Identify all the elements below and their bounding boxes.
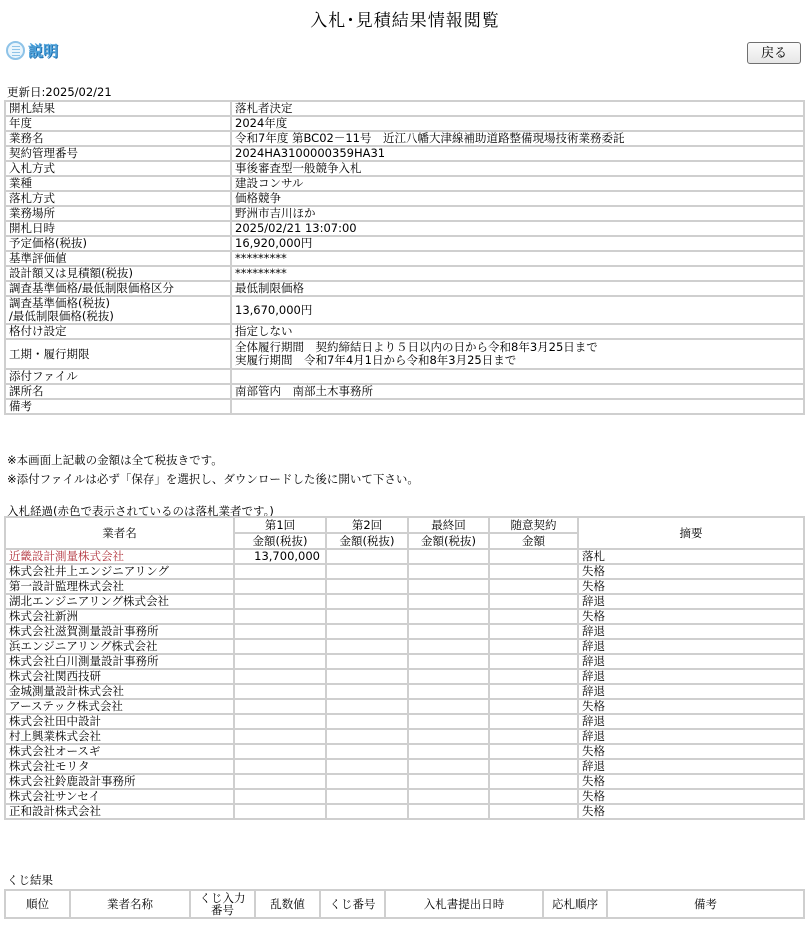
bid-remarks: 失格: [578, 789, 804, 804]
info-label: 予定価格(税抜): [5, 236, 231, 251]
info-value: 令和7年度 第BC02－11号 近江八幡大津線補助道路整備現場技術業務委託: [231, 131, 804, 146]
round2-amount: [326, 804, 408, 819]
bid-row: [5, 564, 804, 579]
info-row: [5, 384, 804, 399]
info-value: 13,670,000円: [231, 296, 804, 324]
bid-remarks: 失格: [578, 699, 804, 714]
info-label: 年度: [5, 116, 231, 131]
round2-amount: [326, 744, 408, 759]
round2-amount: [326, 564, 408, 579]
final-amount: [408, 609, 489, 624]
company-name: 株式会社関西技研: [5, 669, 234, 684]
info-value: 南部管内 南部土木事務所: [231, 384, 804, 399]
final-amount: [408, 759, 489, 774]
round1-amount: [234, 684, 326, 699]
info-label: 業務名: [5, 131, 231, 146]
help-label: 説明: [28, 42, 59, 60]
negotiated-amount: [489, 804, 578, 819]
header-final: 最終回: [408, 517, 489, 533]
bid-remarks: 失格: [578, 564, 804, 579]
negotiated-amount: [489, 744, 578, 759]
bid-row: [5, 684, 804, 699]
round2-amount: [326, 774, 408, 789]
negotiated-amount: [489, 564, 578, 579]
company-name: 株式会社井上エンジニアリング: [5, 564, 234, 579]
final-amount: [408, 684, 489, 699]
lottery-header: 乱数値: [255, 890, 320, 918]
lottery-header: 順位: [5, 890, 70, 918]
info-label: 開札日時: [5, 221, 231, 236]
info-label: 業種: [5, 176, 231, 191]
negotiated-amount: [489, 789, 578, 804]
bid-row: [5, 549, 804, 564]
header-company: 業者名: [5, 517, 234, 549]
info-row: [5, 206, 804, 221]
round2-amount: [326, 789, 408, 804]
info-label: 格付け設定: [5, 324, 231, 339]
info-label: 開札結果: [5, 101, 231, 116]
final-amount: [408, 729, 489, 744]
company-name: 株式会社新洲: [5, 609, 234, 624]
info-value: [231, 399, 804, 414]
header-negotiated-amount: 金額: [489, 533, 578, 549]
bid-row: [5, 759, 804, 774]
info-label: 調査基準価格(税抜) /最低制限価格(税抜): [5, 296, 231, 324]
round1-amount: [234, 759, 326, 774]
final-amount: [408, 714, 489, 729]
note-attachment: ※添付ファイルは必ず「保存」を選択し、ダウンロードした後に開いて下さい。: [7, 472, 419, 486]
company-name: 浜エンジニアリング株式会社: [5, 639, 234, 654]
bid-history-table: [4, 516, 805, 820]
round1-amount: 13,700,000: [234, 549, 326, 564]
info-value: 2024HA3100000359HA31: [231, 146, 804, 161]
info-value: *********: [231, 266, 804, 281]
header-round1: 第1回: [234, 517, 326, 533]
lottery-header: 応札順序: [543, 890, 607, 918]
bid-remarks: 辞退: [578, 639, 804, 654]
round2-amount: [326, 759, 408, 774]
header-remarks: 摘要: [578, 517, 804, 549]
info-row: [5, 296, 804, 324]
round1-amount: [234, 729, 326, 744]
info-row: [5, 324, 804, 339]
company-name: 株式会社鈴鹿設計事務所: [5, 774, 234, 789]
negotiated-amount: [489, 714, 578, 729]
final-amount: [408, 654, 489, 669]
info-label: 基準評価値: [5, 251, 231, 266]
round2-amount: [326, 714, 408, 729]
company-name: 株式会社田中設計: [5, 714, 234, 729]
round2-amount: [326, 594, 408, 609]
negotiated-amount: [489, 729, 578, 744]
round2-amount: [326, 729, 408, 744]
info-value: 建設コンサル: [231, 176, 804, 191]
info-row: [5, 146, 804, 161]
info-label: 設計額又は見積額(税抜): [5, 266, 231, 281]
info-label: 調査基準価格/最低制限価格区分: [5, 281, 231, 296]
header-round2: 第2回: [326, 517, 408, 533]
info-value: 価格競争: [231, 191, 804, 206]
bid-row: [5, 804, 804, 819]
info-label: 添付ファイル: [5, 369, 231, 384]
bid-remarks: 失格: [578, 804, 804, 819]
company-name: 株式会社オースギ: [5, 744, 234, 759]
lottery-header: 備考: [607, 890, 804, 918]
bid-row: [5, 714, 804, 729]
bid-remarks: 辞退: [578, 669, 804, 684]
lottery-header: 業者名称: [70, 890, 190, 918]
round2-amount: [326, 639, 408, 654]
round1-amount: [234, 714, 326, 729]
round1-amount: [234, 609, 326, 624]
round1-amount: [234, 744, 326, 759]
round2-amount: [326, 684, 408, 699]
bid-row: [5, 579, 804, 594]
negotiated-amount: [489, 594, 578, 609]
round1-amount: [234, 564, 326, 579]
round1-amount: [234, 669, 326, 684]
negotiated-amount: [489, 759, 578, 774]
info-value: 指定しない: [231, 324, 804, 339]
info-value: [231, 369, 804, 384]
header-round1-amount: 金額(税抜): [234, 533, 326, 549]
final-amount: [408, 789, 489, 804]
bid-row: [5, 729, 804, 744]
bid-remarks: 辞退: [578, 594, 804, 609]
negotiated-amount: [489, 624, 578, 639]
info-label: 課所名: [5, 384, 231, 399]
bid-remarks: 辞退: [578, 759, 804, 774]
negotiated-amount: [489, 654, 578, 669]
bid-row: [5, 639, 804, 654]
company-name: 正和設計株式会社: [5, 804, 234, 819]
bid-row: [5, 669, 804, 684]
final-amount: [408, 699, 489, 714]
bid-row: [5, 699, 804, 714]
help-link[interactable]: [6, 40, 58, 61]
info-row: [5, 176, 804, 191]
lottery-table: [4, 889, 805, 919]
info-value: 2025/02/21 13:07:00: [231, 221, 804, 236]
info-row: [5, 101, 804, 116]
round1-amount: [234, 579, 326, 594]
info-value: 落札者決定: [231, 101, 804, 116]
negotiated-amount: [489, 639, 578, 654]
info-label: 工期・履行期限: [5, 339, 231, 369]
info-value: 野洲市吉川ほか: [231, 206, 804, 221]
info-label: 契約管理番号: [5, 146, 231, 161]
info-row: [5, 221, 804, 236]
info-value: 2024年度: [231, 116, 804, 131]
back-button[interactable]: 戻る: [747, 42, 801, 64]
company-name: 湖北エンジニアリング株式会社: [5, 594, 234, 609]
bid-row: [5, 744, 804, 759]
header-round2-amount: 金額(税抜): [326, 533, 408, 549]
final-amount: [408, 744, 489, 759]
info-row: [5, 236, 804, 251]
company-name: 株式会社サンセイ: [5, 789, 234, 804]
info-row: [5, 116, 804, 131]
round2-amount: [326, 579, 408, 594]
info-value: 16,920,000円: [231, 236, 804, 251]
final-amount: [408, 774, 489, 789]
bid-remarks: 辞退: [578, 654, 804, 669]
info-row: [5, 131, 804, 146]
final-amount: [408, 669, 489, 684]
company-name: アーステック株式会社: [5, 699, 234, 714]
final-amount: [408, 564, 489, 579]
negotiated-amount: [489, 699, 578, 714]
info-row: [5, 161, 804, 176]
bid-row: [5, 774, 804, 789]
company-name: 株式会社モリタ: [5, 759, 234, 774]
negotiated-amount: [489, 549, 578, 564]
bid-remarks: 落札: [578, 549, 804, 564]
lottery-caption: くじ結果: [7, 873, 53, 887]
company-name: 株式会社白川測量設計事務所: [5, 654, 234, 669]
negotiated-amount: [489, 774, 578, 789]
company-name: 金城測量設計株式会社: [5, 684, 234, 699]
info-label: 落札方式: [5, 191, 231, 206]
final-amount: [408, 624, 489, 639]
round1-amount: [234, 789, 326, 804]
negotiated-amount: [489, 609, 578, 624]
final-amount: [408, 579, 489, 594]
page-title: 入札･見積結果情報閲覧: [310, 11, 500, 31]
bid-row: [5, 594, 804, 609]
negotiated-amount: [489, 684, 578, 699]
round2-amount: [326, 549, 408, 564]
lottery-header: くじ入力番号: [190, 890, 255, 918]
bid-remarks: 失格: [578, 744, 804, 759]
info-value: 最低制限価格: [231, 281, 804, 296]
round2-amount: [326, 654, 408, 669]
info-label: 入札方式: [5, 161, 231, 176]
round2-amount: [326, 669, 408, 684]
info-value: *********: [231, 251, 804, 266]
header-final-amount: 金額(税抜): [408, 533, 489, 549]
info-row: [5, 399, 804, 414]
round1-amount: [234, 699, 326, 714]
info-row: [5, 281, 804, 296]
bid-remarks: 失格: [578, 609, 804, 624]
final-amount: [408, 639, 489, 654]
company-name: 株式会社滋賀測量設計事務所: [5, 624, 234, 639]
info-label: 業務場所: [5, 206, 231, 221]
info-row: [5, 251, 804, 266]
negotiated-amount: [489, 669, 578, 684]
info-row: [5, 369, 804, 384]
round1-amount: [234, 594, 326, 609]
bids-caption: 入札経過(赤色で表示されているのは落札業者です。): [7, 504, 274, 518]
final-amount: [408, 804, 489, 819]
round1-amount: [234, 639, 326, 654]
bid-row: [5, 624, 804, 639]
final-amount: [408, 594, 489, 609]
round1-amount: [234, 774, 326, 789]
tender-info-table: [4, 100, 805, 415]
bid-row: [5, 609, 804, 624]
bid-remarks: 辞退: [578, 624, 804, 639]
note-tax: ※本画面上記載の金額は全て税抜きです。: [7, 453, 223, 467]
round2-amount: [326, 624, 408, 639]
company-name: 村上興業株式会社: [5, 729, 234, 744]
bid-row: [5, 789, 804, 804]
company-name: 第一設計監理株式会社: [5, 579, 234, 594]
document-icon: [6, 41, 25, 60]
bid-remarks: 辞退: [578, 714, 804, 729]
info-row: [5, 266, 804, 281]
header-negotiated: 随意契約: [489, 517, 578, 533]
info-value: 事後審査型一般競争入札: [231, 161, 804, 176]
round2-amount: [326, 699, 408, 714]
final-amount: [408, 549, 489, 564]
info-value: 全体履行期間 契約締結日より５日以内の日から令和8年3月25日まで 実履行期間 令和7年4月1日から令和8年3月25日まで: [231, 339, 804, 369]
bid-remarks: 辞退: [578, 729, 804, 744]
round2-amount: [326, 609, 408, 624]
lottery-header: 入札書提出日時: [385, 890, 543, 918]
round1-amount: [234, 804, 326, 819]
bid-remarks: 失格: [578, 579, 804, 594]
bid-remarks: 辞退: [578, 684, 804, 699]
info-row: [5, 339, 804, 369]
negotiated-amount: [489, 579, 578, 594]
bid-row: [5, 654, 804, 669]
round1-amount: [234, 624, 326, 639]
updated-date: 更新日:2025/02/21: [7, 85, 112, 99]
info-row: [5, 191, 804, 206]
lottery-header: くじ番号: [320, 890, 385, 918]
company-name: 近畿設計測量株式会社: [5, 549, 234, 564]
bid-remarks: 失格: [578, 774, 804, 789]
info-label: 備考: [5, 399, 231, 414]
round1-amount: [234, 654, 326, 669]
